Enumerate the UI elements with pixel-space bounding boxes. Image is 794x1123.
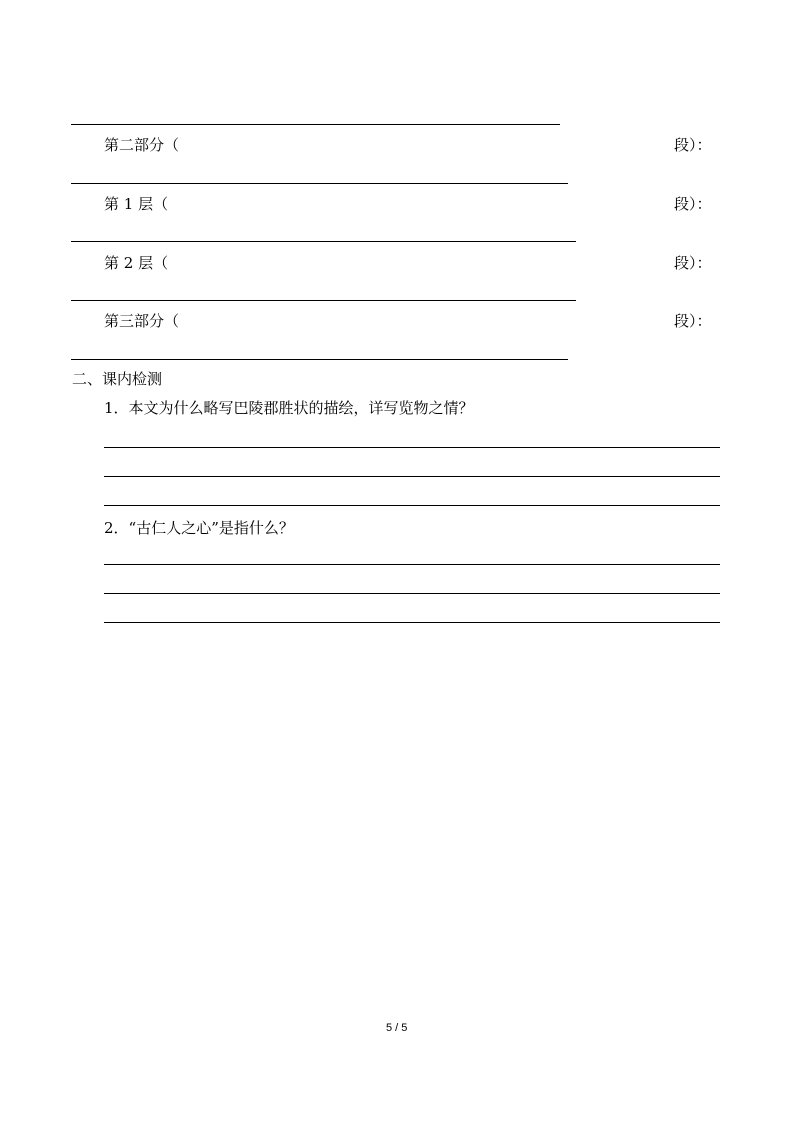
outline-item-layer-1: [104, 194, 168, 214]
question-2: 2．“古仁人之心”是指什么？: [104, 519, 294, 537]
outline-item-layer-2: [104, 253, 168, 273]
answer-line: [71, 183, 568, 184]
answer-line: [104, 564, 720, 565]
answer-line: [104, 476, 720, 477]
answer-line: [104, 505, 720, 506]
answer-line: [104, 622, 720, 623]
outline-suffix: 段）：: [674, 254, 712, 272]
outline-label: 第 1 层（: [104, 195, 169, 213]
answer-line: [104, 447, 720, 448]
outline-item-part-three: [104, 311, 179, 331]
outline-label: 第 2 层（: [104, 254, 169, 272]
outline-label: 第三部分（: [104, 312, 180, 330]
answer-line: [71, 124, 560, 125]
answer-line: [71, 300, 576, 301]
outline-label: 第二部分（: [104, 136, 180, 154]
page-number: 5 / 5: [386, 1022, 408, 1034]
question-1: 1．本文为什么略写巴陵郡胜状的描绘，详写览物之情？: [104, 399, 474, 417]
section-heading: 二、课内检测: [72, 370, 163, 388]
outline-suffix: 段）：: [674, 312, 712, 330]
outline-suffix: 段）：: [674, 136, 712, 154]
outline-item-part-two: [104, 135, 179, 155]
answer-line: [71, 359, 568, 360]
answer-line: [71, 241, 576, 242]
answer-line: [104, 593, 720, 594]
outline-suffix: 段）：: [674, 195, 712, 213]
